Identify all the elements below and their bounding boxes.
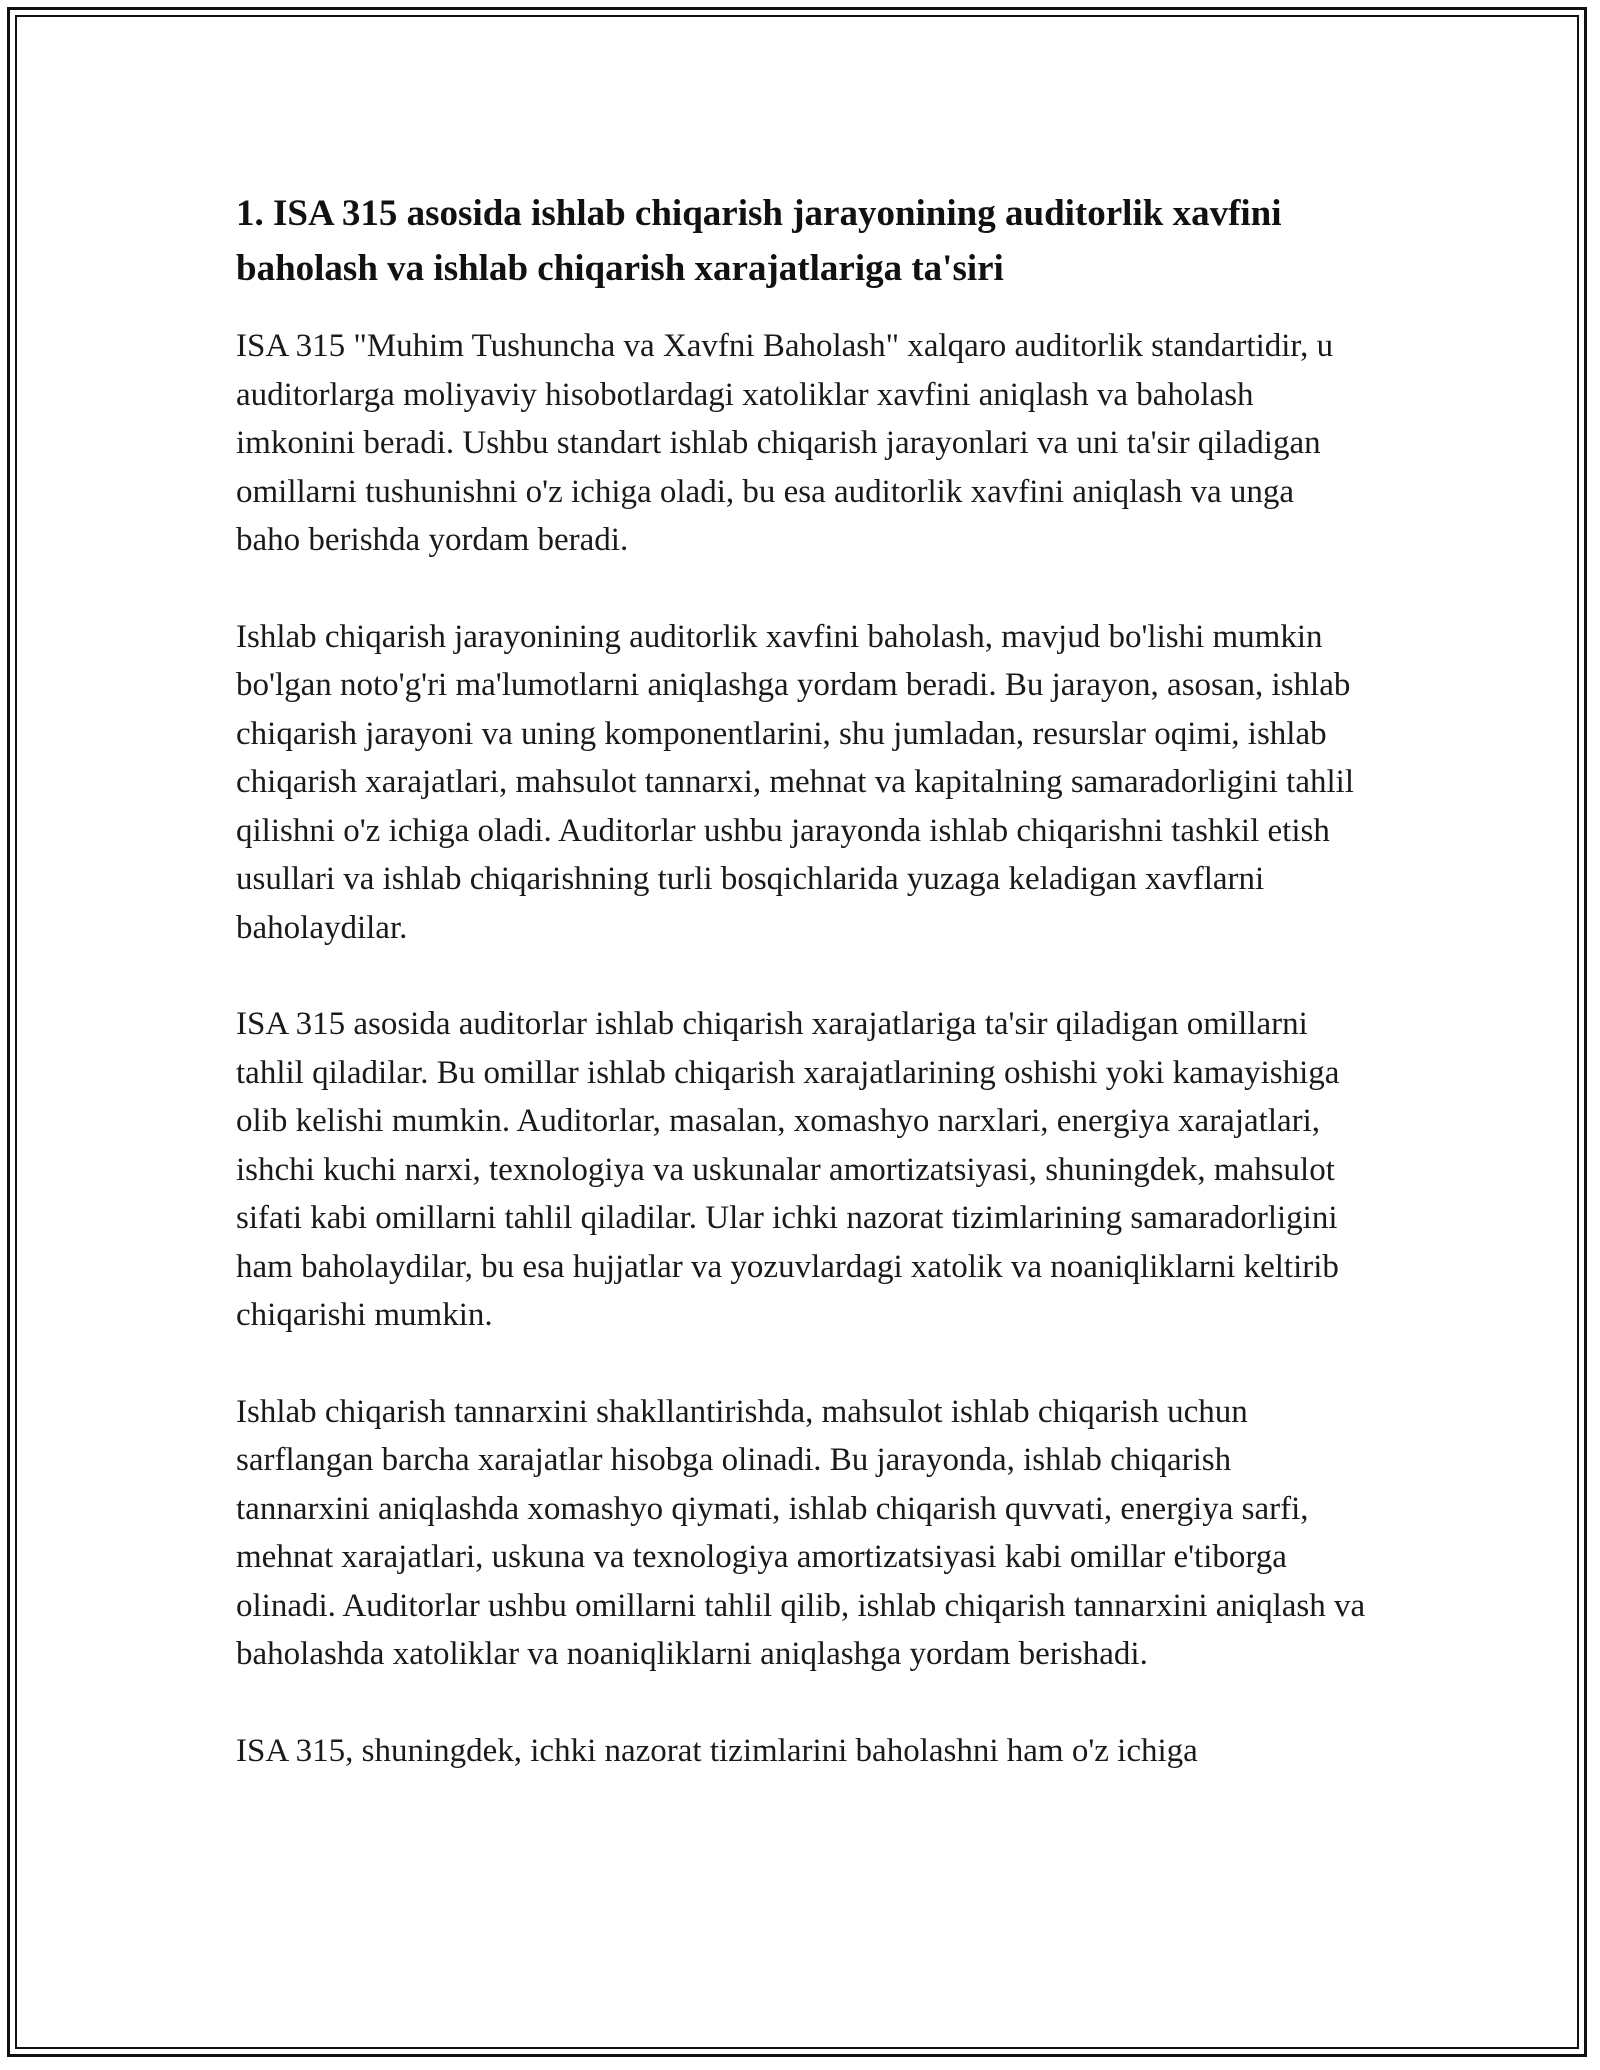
document-body <box>236 186 1366 1823</box>
paragraph-internal-control: ISA 315, shuningdek, ichki nazorat tizimlarini baholashni ham o'z ichiga <box>236 1732 1198 1769</box>
paragraph-cost-formation: Ishlab chiqarish tannarxini shakllantirishda, mahsulot ishlab chiqarish uchun sarflangan barcha xarajatlar hisobga olinadi. Bu jarayonda, ishlab chiqarish tannarxini aniqlashda xomashyo qiymati, ishlab chiqarish quvvati, energiya sarfi, mehnat xarajatlari, uskuna va texnologiya amortizatsiyasi kabi omillar e'tiborga olinadi. Auditorlar ushbu omillarni tahlil qilib, ishlab chiqarish tannarxini aniqlash va baholashda xatoliklar va noaniqliklarni aniqlashga yordam berishadi. <box>236 1393 1366 1672</box>
paragraph-risk-assessment: Ishlab chiqarish jarayonining auditorlik xavfini baholash, mavjud bo'lishi mumkin bo'lgan noto'g'ri ma'lumotlarni aniqlashga yordam beradi. Bu jarayon, asosan, ishlab chiqarish jarayoni va uning komponentlarini, shu jumladan, resurslar oqimi, ishlab chiqarish xarajatlari, mahsulot tannarxi, mehnat va kapitalning samaradorligini tahlil qilishni o'z ichiga oladi. Auditorlar ushbu jarayonda ishlab chiqarishni tashkil etish usullari va ishlab chiqarishning turli bosqichlarida yuzaga keladigan xavflarni baholaydilar. <box>236 618 1354 946</box>
section-heading: 1. ISA 315 asosida ishlab chiqarish jarayonining auditorlik xavfini baholash va ishlab chiqarish xarajatlariga ta'siri <box>236 193 1282 289</box>
paragraph-isa315-intro: ISA 315 "Muhim Tushuncha va Xavfni Baholash" xalqaro auditorlik standartidir, u auditorlarga moliyaviy hisobotlardagi xatoliklar xavfini aniqlash va baholash imkonini beradi. Ushbu standart ishlab chiqarish jarayonlari va uni ta'sir qiladigan omillarni tushunishni o'z ichiga oladi, bu esa auditorlik xavfini aniqlash va unga baho berishda yordam beradi. <box>236 328 1334 558</box>
paragraph-cost-factors: ISA 315 asosida auditorlar ishlab chiqarish xarajatlariga ta'sir qiladigan omillarni tahlil qiladilar. Bu omillar ishlab chiqarish xarajatlarining oshishi yoki kamayishiga olib kelishi mumkin. Auditorlar, masalan, xomashyo narxlari, energiya xarajatlari, ishchi kuchi narxi, texnologiya va uskunalar amortizatsiyasi, shuningdek, mahsulot sifati kabi omillarni tahlil qiladilar. Ular ichki nazorat tizimlarining samaradorligini ham baholaydilar, bu esa hujjatlar va yozuvlardagi xatolik va noaniqliklarni keltirib chiqarishi mumkin. <box>236 1006 1340 1333</box>
